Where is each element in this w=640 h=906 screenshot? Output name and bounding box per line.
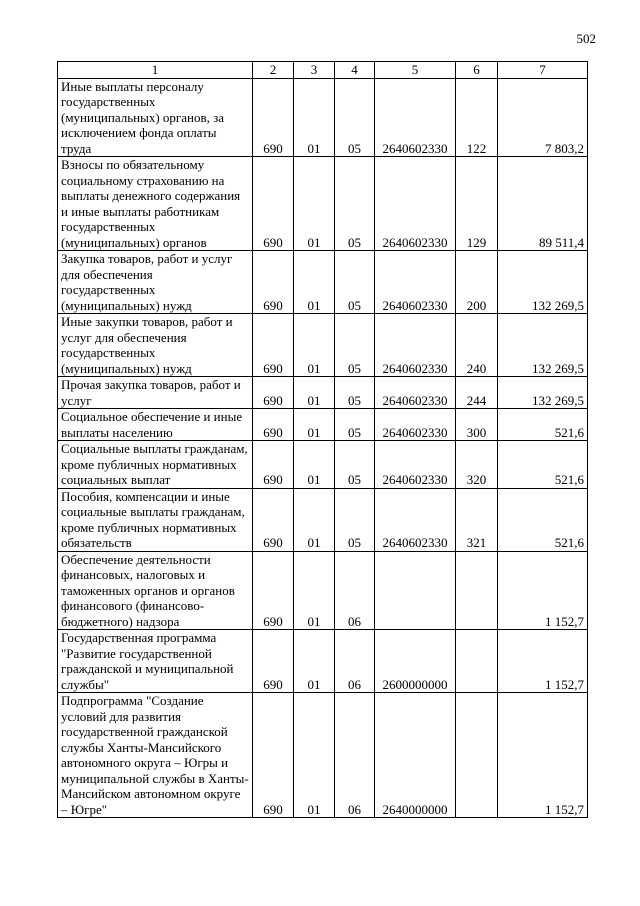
row-name: Обеспечение деятельности финансовых, налоговых и таможенных органов и органов финансового (финансово-бюджетного) надзора bbox=[58, 551, 253, 630]
column-header: 5 bbox=[375, 62, 456, 79]
row-subsection: 05 bbox=[335, 157, 375, 251]
row-subsection: 06 bbox=[335, 693, 375, 818]
row-type: 321 bbox=[456, 488, 498, 551]
row-type: 122 bbox=[456, 78, 498, 157]
row-section: 01 bbox=[294, 78, 335, 157]
table-row bbox=[58, 488, 588, 551]
column-header: 4 bbox=[335, 62, 375, 79]
row-name: Социальное обеспечение и иные выплаты населению bbox=[58, 409, 253, 441]
row-name: Иные закупки товаров, работ и услуг для обеспечения государственных (муниципальных) нужд bbox=[58, 314, 253, 377]
row-target: 2640000000 bbox=[375, 693, 456, 818]
column-header: 7 bbox=[498, 62, 588, 79]
row-target: 2640602330 bbox=[375, 377, 456, 409]
row-subsection: 05 bbox=[335, 441, 375, 489]
row-target: 2640602330 bbox=[375, 157, 456, 251]
row-subsection: 05 bbox=[335, 251, 375, 314]
row-section: 01 bbox=[294, 693, 335, 818]
row-type bbox=[456, 551, 498, 630]
row-name: Взносы по обязательному социальному страхованию на выплаты денежного содержания и иные выплаты работникам государственных (муниципальных) органов bbox=[58, 157, 253, 251]
page-number: 502 bbox=[576, 31, 596, 46]
row-type: 244 bbox=[456, 377, 498, 409]
row-code: 690 bbox=[253, 377, 294, 409]
row-subsection: 06 bbox=[335, 630, 375, 693]
column-header: 1 bbox=[58, 62, 253, 79]
table-row bbox=[58, 377, 588, 409]
row-section: 01 bbox=[294, 251, 335, 314]
row-target: 2640602330 bbox=[375, 251, 456, 314]
row-amount: 1 152,7 bbox=[498, 693, 588, 818]
row-code: 690 bbox=[253, 409, 294, 441]
row-target: 2640602330 bbox=[375, 441, 456, 489]
row-code: 690 bbox=[253, 441, 294, 489]
row-name: Государственная программа "Развитие государственной гражданской и муниципальной службы" bbox=[58, 630, 253, 693]
row-section: 01 bbox=[294, 488, 335, 551]
row-subsection: 05 bbox=[335, 377, 375, 409]
row-section: 01 bbox=[294, 377, 335, 409]
row-target: 2640602330 bbox=[375, 409, 456, 441]
row-name: Закупка товаров, работ и услуг для обеспечения государственных (муниципальных) нужд bbox=[58, 251, 253, 314]
table-row bbox=[58, 551, 588, 630]
row-code: 690 bbox=[253, 693, 294, 818]
table-row bbox=[58, 693, 588, 818]
row-amount: 132 269,5 bbox=[498, 377, 588, 409]
row-code: 690 bbox=[253, 78, 294, 157]
table-row bbox=[58, 314, 588, 377]
row-type: 320 bbox=[456, 441, 498, 489]
row-amount: 521,6 bbox=[498, 409, 588, 441]
row-type: 200 bbox=[456, 251, 498, 314]
row-name: Иные выплаты персоналу государственных (муниципальных) органов, за исключением фонда оплаты труда bbox=[58, 78, 253, 157]
row-type: 300 bbox=[456, 409, 498, 441]
row-target bbox=[375, 551, 456, 630]
row-amount: 521,6 bbox=[498, 488, 588, 551]
row-subsection: 05 bbox=[335, 314, 375, 377]
row-amount: 89 511,4 bbox=[498, 157, 588, 251]
column-header: 6 bbox=[456, 62, 498, 79]
row-amount: 132 269,5 bbox=[498, 251, 588, 314]
row-section: 01 bbox=[294, 157, 335, 251]
row-type: 129 bbox=[456, 157, 498, 251]
row-section: 01 bbox=[294, 441, 335, 489]
row-section: 01 bbox=[294, 409, 335, 441]
row-type bbox=[456, 693, 498, 818]
row-amount: 1 152,7 bbox=[498, 630, 588, 693]
column-header: 2 bbox=[253, 62, 294, 79]
row-amount: 7 803,2 bbox=[498, 78, 588, 157]
row-code: 690 bbox=[253, 251, 294, 314]
row-target: 2640602330 bbox=[375, 488, 456, 551]
row-code: 690 bbox=[253, 157, 294, 251]
table-row bbox=[58, 78, 588, 157]
row-subsection: 06 bbox=[335, 551, 375, 630]
table-row bbox=[58, 251, 588, 314]
row-section: 01 bbox=[294, 630, 335, 693]
row-target: 2640602330 bbox=[375, 314, 456, 377]
table-row bbox=[58, 441, 588, 489]
row-name: Пособия, компенсации и иные социальные выплаты гражданам, кроме публичных нормативных обязательств bbox=[58, 488, 253, 551]
row-name: Прочая закупка товаров, работ и услуг bbox=[58, 377, 253, 409]
row-target: 2600000000 bbox=[375, 630, 456, 693]
table-row bbox=[58, 630, 588, 693]
table-row bbox=[58, 157, 588, 251]
row-code: 690 bbox=[253, 551, 294, 630]
row-code: 690 bbox=[253, 314, 294, 377]
row-target: 2640602330 bbox=[375, 78, 456, 157]
row-section: 01 bbox=[294, 551, 335, 630]
row-code: 690 bbox=[253, 630, 294, 693]
row-subsection: 05 bbox=[335, 78, 375, 157]
row-amount: 1 152,7 bbox=[498, 551, 588, 630]
row-name: Подпрограмма "Создание условий для развития государственной гражданской службы Ханты-Мансийского автономного округа – Югры и муниципальной службы в Ханты-Мансийском автономном округе – Югре" bbox=[58, 693, 253, 818]
row-amount: 132 269,5 bbox=[498, 314, 588, 377]
row-name: Социальные выплаты гражданам, кроме публичных нормативных социальных выплат bbox=[58, 441, 253, 489]
row-subsection: 05 bbox=[335, 488, 375, 551]
row-amount: 521,6 bbox=[498, 441, 588, 489]
row-subsection: 05 bbox=[335, 409, 375, 441]
table-row bbox=[58, 409, 588, 441]
header-row bbox=[58, 62, 588, 79]
row-section: 01 bbox=[294, 314, 335, 377]
row-type: 240 bbox=[456, 314, 498, 377]
row-code: 690 bbox=[253, 488, 294, 551]
budget-table bbox=[57, 61, 588, 818]
column-header: 3 bbox=[294, 62, 335, 79]
row-type bbox=[456, 630, 498, 693]
